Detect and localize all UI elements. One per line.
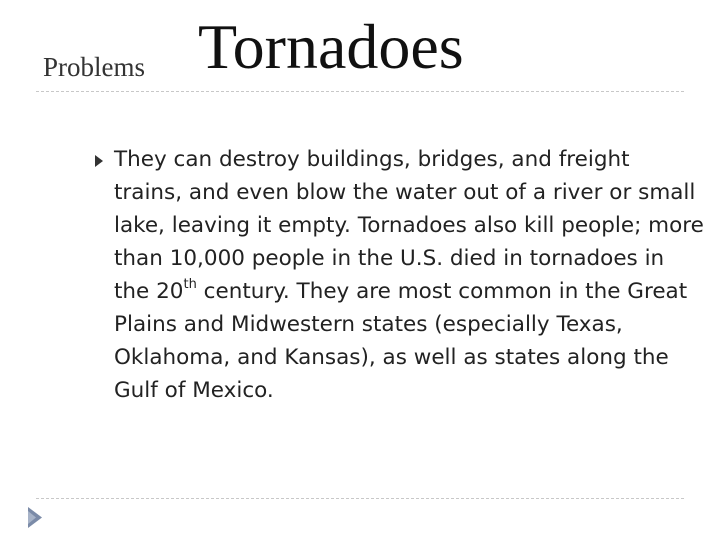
- bullet-text-superscript: th: [183, 276, 197, 292]
- top-divider: [36, 91, 684, 92]
- navigation-arrow-icon[interactable]: [28, 507, 42, 528]
- bullet-text-part-2: century. They are most common in the Great Plains and Midwestern states (especially Texas, Oklahoma, and Kansas), as well as states along the Gulf of Mexico.: [114, 279, 688, 403]
- slide-title: Tornadoes: [198, 11, 464, 82]
- triangle-bullet-icon: [95, 155, 103, 167]
- slide-subtitle: Problems: [43, 52, 146, 82]
- bottom-divider: [36, 498, 684, 499]
- bullet-text: [114, 143, 704, 407]
- bullet-text-part-1: They can destroy buildings, bridges, and freight trains, and even blow the water out of a river or small lake, leaving it empty. Tornadoes also kill people; more than 10,000 people in the U.S. died in tornadoes in the 20: [114, 147, 704, 304]
